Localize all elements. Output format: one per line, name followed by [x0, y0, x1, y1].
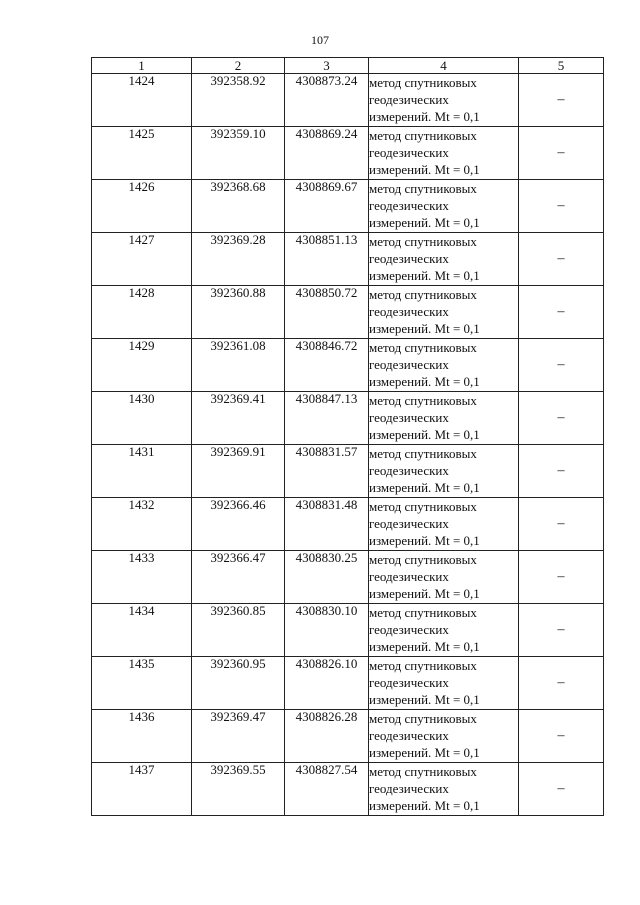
- x-coordinate-cell: 392358.92: [192, 74, 285, 127]
- table-header-row: [92, 58, 604, 74]
- method-cell: метод спутниковых геодезических измерений. Mt = 0,1: [369, 286, 519, 339]
- method-cell: метод спутниковых геодезических измерений. Mt = 0,1: [369, 763, 519, 816]
- column-header-x: 2: [192, 58, 285, 74]
- x-coordinate-cell: 392361.08: [192, 339, 285, 392]
- column-header-point-number: 1: [92, 58, 192, 74]
- x-coordinate-cell: 392368.68: [192, 180, 285, 233]
- table-row: [92, 445, 604, 498]
- point-number-cell: 1434: [92, 604, 192, 657]
- x-coordinate-cell: 392366.46: [192, 498, 285, 551]
- point-number-cell: 1431: [92, 445, 192, 498]
- column-header-method: 4: [369, 58, 519, 74]
- table-row: [92, 710, 604, 763]
- note-cell: –: [519, 657, 604, 710]
- method-cell: метод спутниковых геодезических измерений. Mt = 0,1: [369, 74, 519, 127]
- note-cell: –: [519, 763, 604, 816]
- note-cell: –: [519, 233, 604, 286]
- table-row: [92, 392, 604, 445]
- point-number-cell: 1430: [92, 392, 192, 445]
- table-row: [92, 286, 604, 339]
- y-coordinate-cell: 4308826.10: [285, 657, 369, 710]
- note-cell: –: [519, 604, 604, 657]
- note-cell: –: [519, 445, 604, 498]
- x-coordinate-cell: 392366.47: [192, 551, 285, 604]
- y-coordinate-cell: 4308846.72: [285, 339, 369, 392]
- point-number-cell: 1437: [92, 763, 192, 816]
- y-coordinate-cell: 4308826.28: [285, 710, 369, 763]
- table-row: [92, 233, 604, 286]
- point-number-cell: 1432: [92, 498, 192, 551]
- column-header-note: 5: [519, 58, 604, 74]
- y-coordinate-cell: 4308847.13: [285, 392, 369, 445]
- note-cell: –: [519, 392, 604, 445]
- point-number-cell: 1435: [92, 657, 192, 710]
- y-coordinate-cell: 4308869.67: [285, 180, 369, 233]
- table-row: [92, 763, 604, 816]
- x-coordinate-cell: 392360.95: [192, 657, 285, 710]
- y-coordinate-cell: 4308831.57: [285, 445, 369, 498]
- y-coordinate-cell: 4308830.10: [285, 604, 369, 657]
- x-coordinate-cell: 392369.28: [192, 233, 285, 286]
- x-coordinate-cell: 392369.41: [192, 392, 285, 445]
- note-cell: –: [519, 127, 604, 180]
- point-number-cell: 1425: [92, 127, 192, 180]
- method-cell: метод спутниковых геодезических измерений. Mt = 0,1: [369, 445, 519, 498]
- table-row: [92, 604, 604, 657]
- x-coordinate-cell: 392369.91: [192, 445, 285, 498]
- point-number-cell: 1433: [92, 551, 192, 604]
- method-cell: метод спутниковых геодезических измерений. Mt = 0,1: [369, 551, 519, 604]
- x-coordinate-cell: 392360.88: [192, 286, 285, 339]
- note-cell: –: [519, 74, 604, 127]
- y-coordinate-cell: 4308851.13: [285, 233, 369, 286]
- y-coordinate-cell: 4308873.24: [285, 74, 369, 127]
- note-cell: –: [519, 286, 604, 339]
- method-cell: метод спутниковых геодезических измерений. Mt = 0,1: [369, 339, 519, 392]
- table-body: [92, 74, 604, 816]
- table-row: [92, 498, 604, 551]
- table-row: [92, 180, 604, 233]
- method-cell: метод спутниковых геодезических измерений. Mt = 0,1: [369, 498, 519, 551]
- page-number: 107: [311, 33, 329, 47]
- method-cell: метод спутниковых геодезических измерений. Mt = 0,1: [369, 710, 519, 763]
- table-row: [92, 551, 604, 604]
- y-coordinate-cell: 4308830.25: [285, 551, 369, 604]
- x-coordinate-cell: 392360.85: [192, 604, 285, 657]
- table-row: [92, 74, 604, 127]
- x-coordinate-cell: 392369.47: [192, 710, 285, 763]
- note-cell: –: [519, 710, 604, 763]
- method-cell: метод спутниковых геодезических измерений. Mt = 0,1: [369, 180, 519, 233]
- note-cell: –: [519, 339, 604, 392]
- y-coordinate-cell: 4308831.48: [285, 498, 369, 551]
- y-coordinate-cell: 4308869.24: [285, 127, 369, 180]
- note-cell: –: [519, 498, 604, 551]
- note-cell: –: [519, 551, 604, 604]
- coordinates-table: [91, 57, 604, 816]
- point-number-cell: 1436: [92, 710, 192, 763]
- point-number-cell: 1424: [92, 74, 192, 127]
- point-number-cell: 1428: [92, 286, 192, 339]
- method-cell: метод спутниковых геодезических измерений. Mt = 0,1: [369, 233, 519, 286]
- note-cell: –: [519, 180, 604, 233]
- y-coordinate-cell: 4308827.54: [285, 763, 369, 816]
- method-cell: метод спутниковых геодезических измерений. Mt = 0,1: [369, 604, 519, 657]
- table-row: [92, 657, 604, 710]
- column-header-y: 3: [285, 58, 369, 74]
- point-number-cell: 1426: [92, 180, 192, 233]
- table-row: [92, 339, 604, 392]
- method-cell: метод спутниковых геодезических измерений. Mt = 0,1: [369, 657, 519, 710]
- point-number-cell: 1427: [92, 233, 192, 286]
- table-row: [92, 127, 604, 180]
- method-cell: метод спутниковых геодезических измерений. Mt = 0,1: [369, 127, 519, 180]
- method-cell: метод спутниковых геодезических измерений. Mt = 0,1: [369, 392, 519, 445]
- x-coordinate-cell: 392369.55: [192, 763, 285, 816]
- x-coordinate-cell: 392359.10: [192, 127, 285, 180]
- point-number-cell: 1429: [92, 339, 192, 392]
- y-coordinate-cell: 4308850.72: [285, 286, 369, 339]
